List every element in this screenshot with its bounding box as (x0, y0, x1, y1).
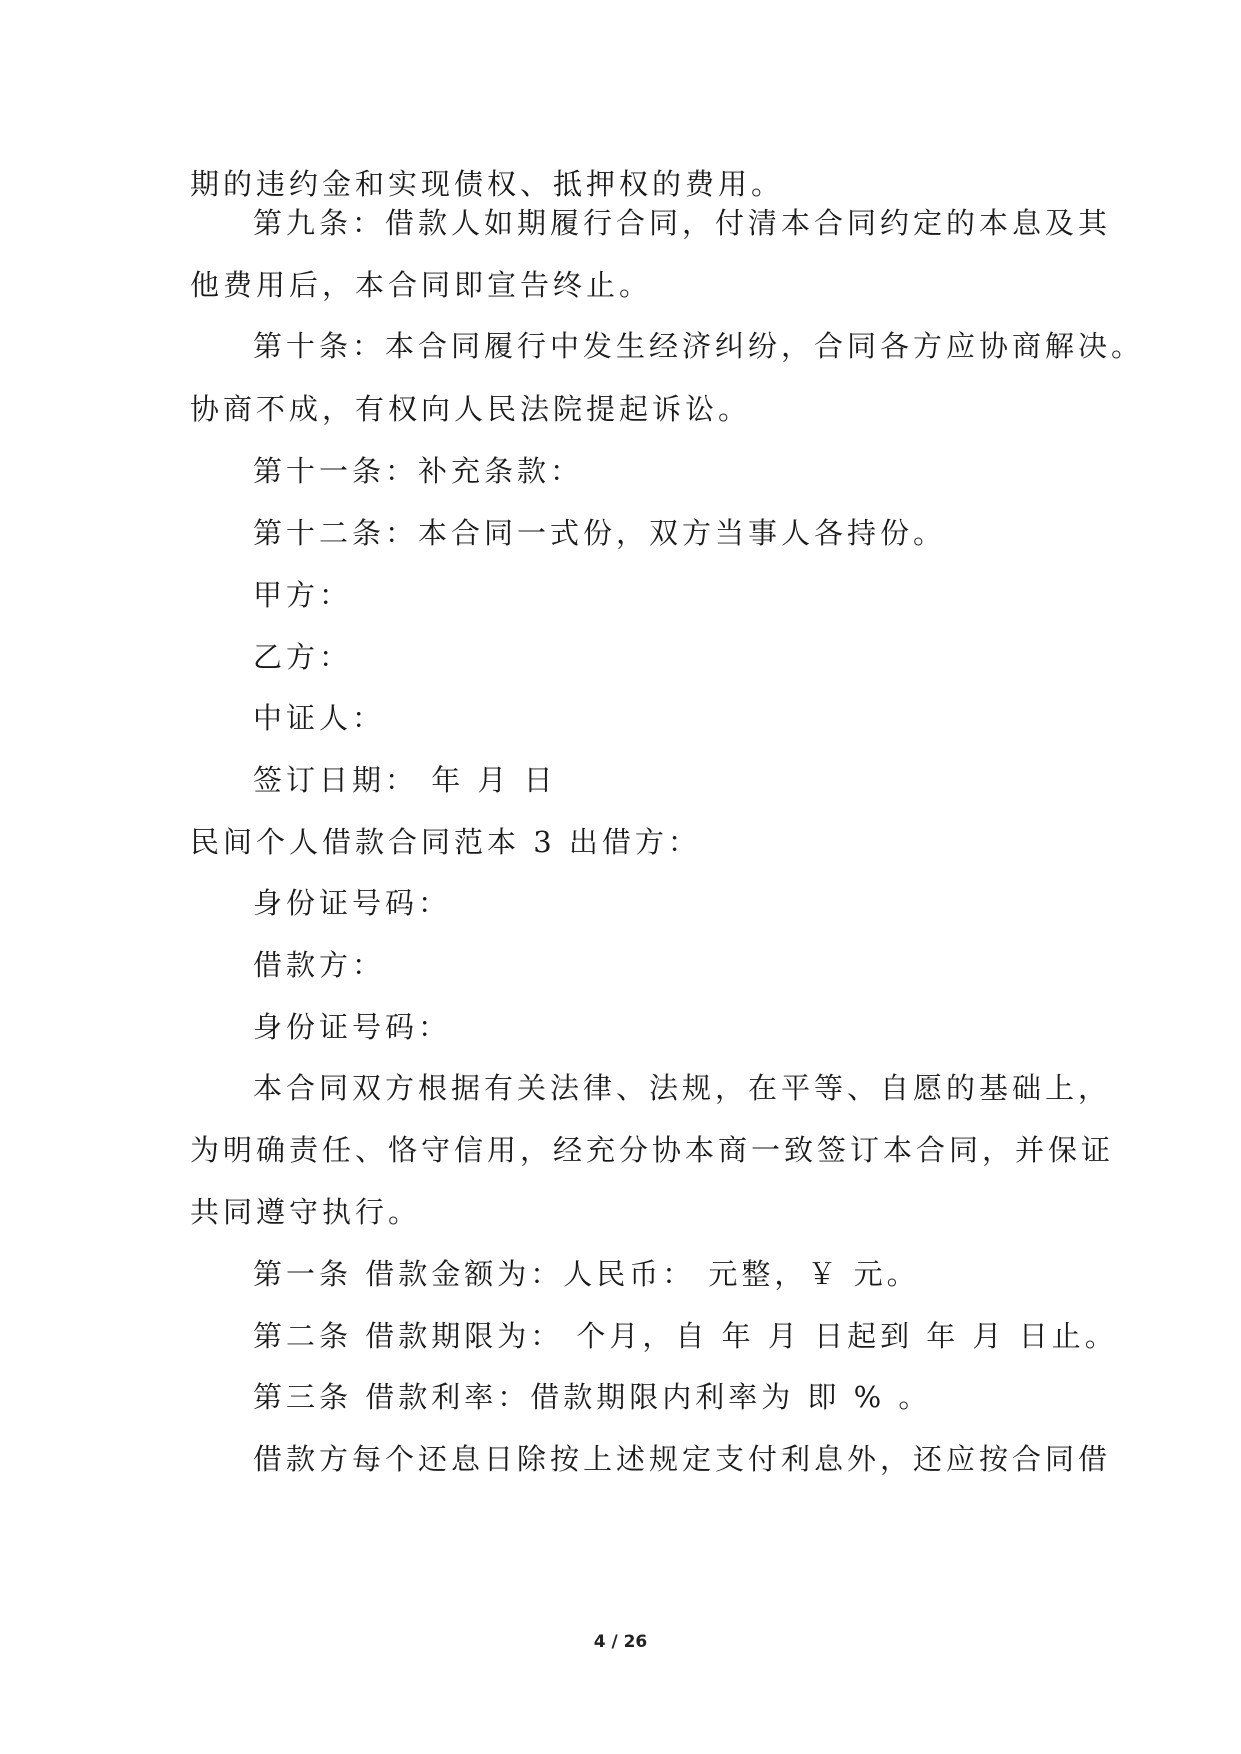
text-line: 期的违约金和实现债权、抵押权的费用。 (190, 167, 785, 201)
text-line: 第十二条：本合同一式份，双方当事人各持份。 (253, 516, 947, 550)
text-line: 签订日期： 年 月 日 (253, 763, 557, 797)
text-line: 第九条：借款人如期履行合同，付清本合同约定的本息及其 (253, 206, 1112, 240)
text-line: 第三条 借款利率：借款期限内利率为 即 % 。 (253, 1380, 932, 1414)
text-line: 甲方： (253, 578, 353, 612)
text-line: 第二条 借款期限为： 个月，自 年 月 日起到 年 月 日止。 (253, 1319, 1118, 1353)
text-line: 借款方每个还息日除按上述规定支付利息外，还应按合同借 (253, 1442, 1112, 1476)
text-line: 第一条 借款金额为：人民币： 元整，￥ 元。 (253, 1257, 920, 1291)
text-line: 协商不成，有权向人民法院提起诉讼。 (190, 392, 752, 426)
text-line: 身份证号码： (253, 1010, 452, 1044)
text-line: 为明确责任、恪守信用，经充分协本商一致签订本合同，并保证 (190, 1133, 1115, 1167)
text-line: 中证人： (253, 701, 386, 735)
text-line: 乙方： (253, 640, 353, 674)
text-line: 第十条：本合同履行中发生经济纠纷，合同各方应协商解决。 (253, 329, 1145, 363)
page-number: 4 / 26 (593, 1632, 648, 1652)
text-line: 共同遵守执行。 (190, 1195, 422, 1229)
text-line: 第十一条：补充条款： (253, 454, 584, 488)
text-line: 他费用后，本合同即宣告终止。 (190, 268, 653, 302)
text-line: 身份证号码： (253, 886, 452, 920)
text-line: 本合同双方根据有关法律、法规，在平等、自愿的基础上， (253, 1071, 1112, 1105)
text-line: 借款方： (253, 948, 386, 982)
section-heading: 民间个人借款合同范本 3 出借方： (190, 825, 701, 859)
